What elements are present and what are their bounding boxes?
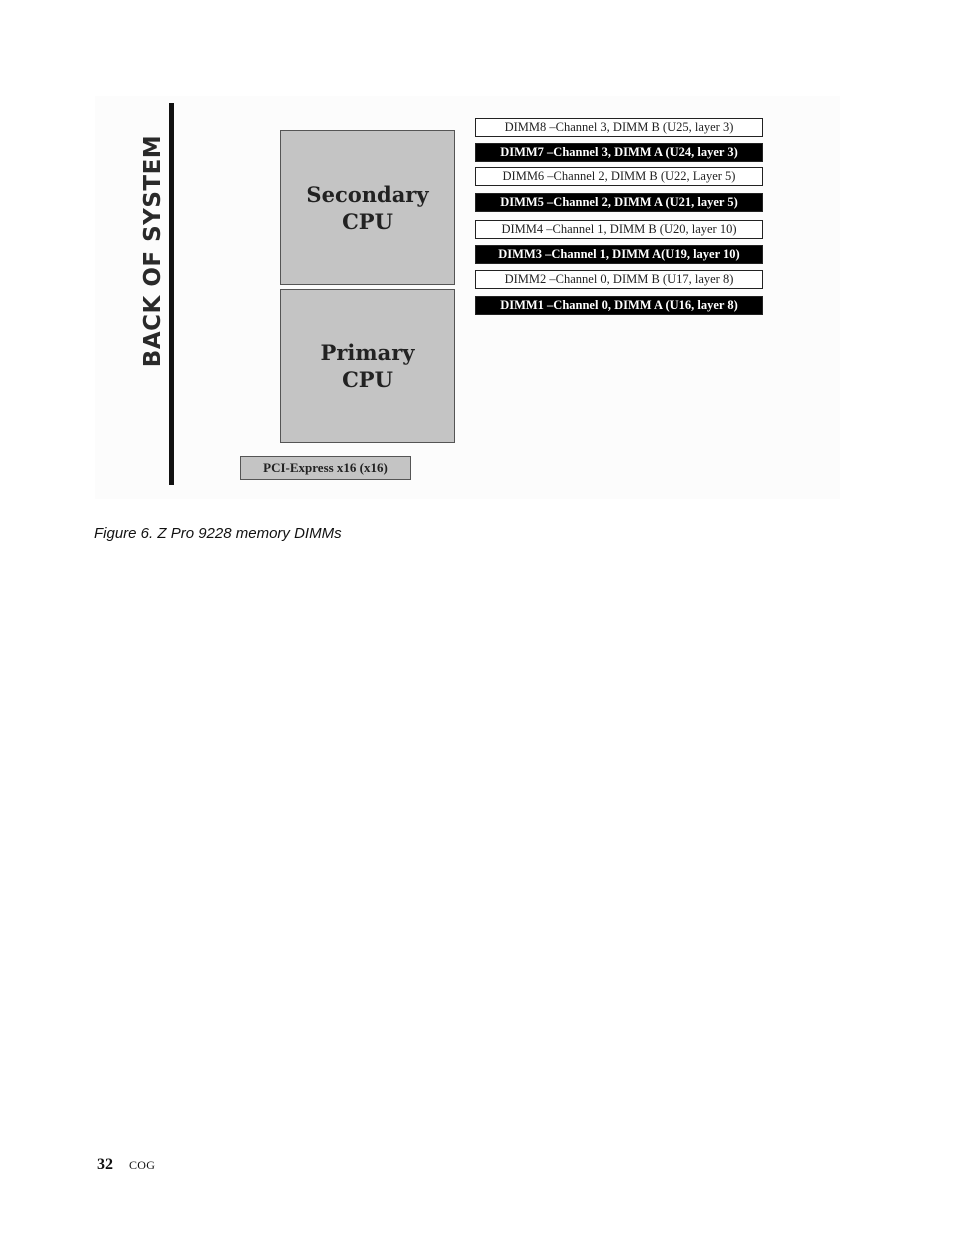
dimm-slot-8: DIMM8 –Channel 3, DIMM B (U25, layer 3) [475,118,763,137]
primary-cpu-label-line2: CPU [342,367,393,392]
dimm-slot-2: DIMM2 –Channel 0, DIMM B (U17, layer 8) [475,270,763,289]
primary-cpu-label-line1: Primary [320,340,415,365]
dimm-slot-7: DIMM7 –Channel 3, DIMM A (U24, layer 3) [475,143,763,162]
dimm-slot-1: DIMM1 –Channel 0, DIMM A (U16, layer 8) [475,296,763,315]
dimm-slot-5: DIMM5 –Channel 2, DIMM A (U21, layer 5) [475,193,763,212]
dimm-slot-3: DIMM3 –Channel 1, DIMM A(U19, layer 10) [475,245,763,264]
page-footer [97,1156,155,1174]
primary-cpu-block [280,289,455,443]
page-number: 32 [97,1156,113,1173]
secondary-cpu-label-line2: CPU [342,208,393,234]
pci-express-slot: PCI-Express x16 (x16) [240,456,411,480]
back-of-system-label: BACK OF SYSTEM [140,134,166,368]
document-title: COG [129,1158,156,1172]
dimm-slot-6: DIMM6 –Channel 2, DIMM B (U22, Layer 5) [475,167,763,186]
secondary-cpu-label-line1: Secondary [306,181,429,207]
dimm-slot-4: DIMM4 –Channel 1, DIMM B (U20, layer 10) [475,220,763,239]
back-of-system-edge [169,103,174,485]
secondary-cpu-block [280,130,455,285]
figure-caption: Figure 6. Z Pro 9228 memory DIMMs [94,525,342,542]
